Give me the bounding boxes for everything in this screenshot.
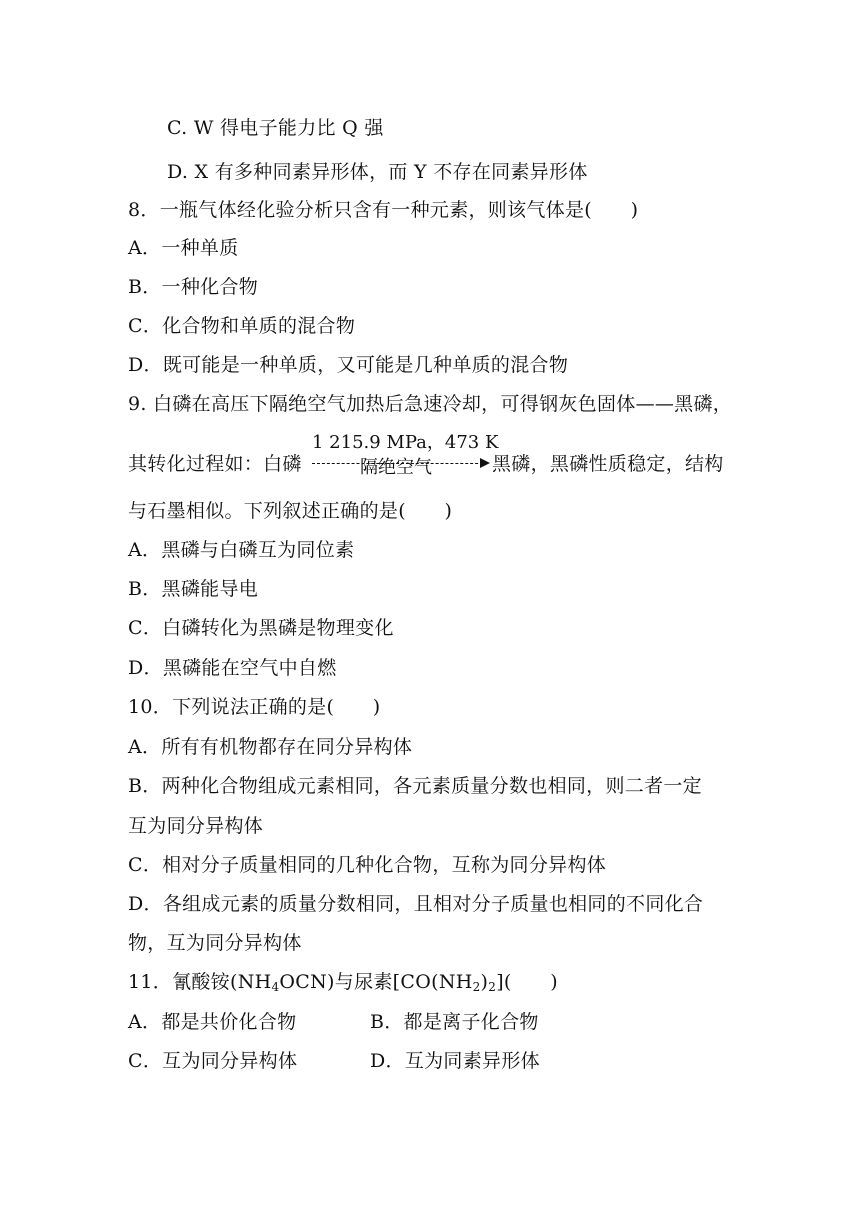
question-9-line2-prefix: 其转化过程如：白磷 [128,453,302,475]
option-7c: C. W 得电子能力比 Q 强 [167,117,384,139]
option-10a: A．所有有机物都存在同分异构体 [128,736,413,758]
option-11a: A．都是共价化合物 [128,1011,297,1033]
question-9-line3: 与石墨相似。下列叙述正确的是( ) [128,500,453,522]
option-10d-line2: 物，互为同分异构体 [128,932,302,954]
question-11 [128,969,558,1000]
option-8d: D．既可能是一种单质，又可能是几种单质的混合物 [128,354,569,376]
reaction-arrow-line [312,463,488,464]
option-9d: D．黑磷能在空气中自燃 [128,657,337,679]
question-11-part-c: ) [480,971,489,993]
subscript-2b: 2 [488,980,497,994]
option-9c: C．白磷转化为黑磷是物理变化 [128,617,394,639]
option-11c: C．互为同分异构体 [128,1050,298,1072]
option-10d-line1: D．各组成元素的质量分数相同，且相对分子质量也相同的不同化合 [128,893,704,915]
question-8: 8．一瓶气体经化验分析只含有一种元素，则该气体是( ) [128,199,639,221]
reaction-condition-bottom: 隔绝空气 [360,457,432,478]
option-10b-line1: B．两种化合物组成元素相同，各元素质量分数也相同，则二者一定 [128,775,702,797]
option-8b: B．一种化合物 [128,276,259,298]
option-10b-line2: 互为同分异构体 [128,815,264,837]
option-11d: D．互为同素异形体 [370,1050,540,1072]
option-10c: C．相对分子质量相同的几种化合物，互称为同分异构体 [128,854,607,876]
option-8a: A．一种单质 [128,237,239,259]
option-7d: D. X 有多种同素异形体，而 Y 不存在同素异形体 [167,161,588,183]
option-9b: B．黑磷能导电 [128,578,259,600]
question-11-part-d: ]( ) [496,971,558,993]
reaction-condition-top: 1 215.9 MPa，473 K [312,432,499,453]
option-8c: C．化合物和单质的混合物 [128,315,356,337]
subscript-4: 4 [271,980,280,994]
option-11b: B．都是离子化合物 [370,1011,539,1033]
subscript-2a: 2 [472,980,481,994]
option-9a: A．黑磷与白磷互为同位素 [128,539,355,561]
question-11-part-a: 11．氰酸铵(NH [128,971,272,993]
reaction-arrow-head-icon [480,458,490,468]
question-9-line2-suffix: 黑磷，黑磷性质稳定，结构 [492,453,724,475]
question-11-part-b: OCN)与尿素[CO(NH [279,971,473,993]
question-10: 10．下列说法正确的是( ) [128,696,381,718]
question-9-line1: 9. 白磷在高压下隔绝空气加热后急速冷却，可得钢灰色固体——黑磷， [128,393,733,415]
